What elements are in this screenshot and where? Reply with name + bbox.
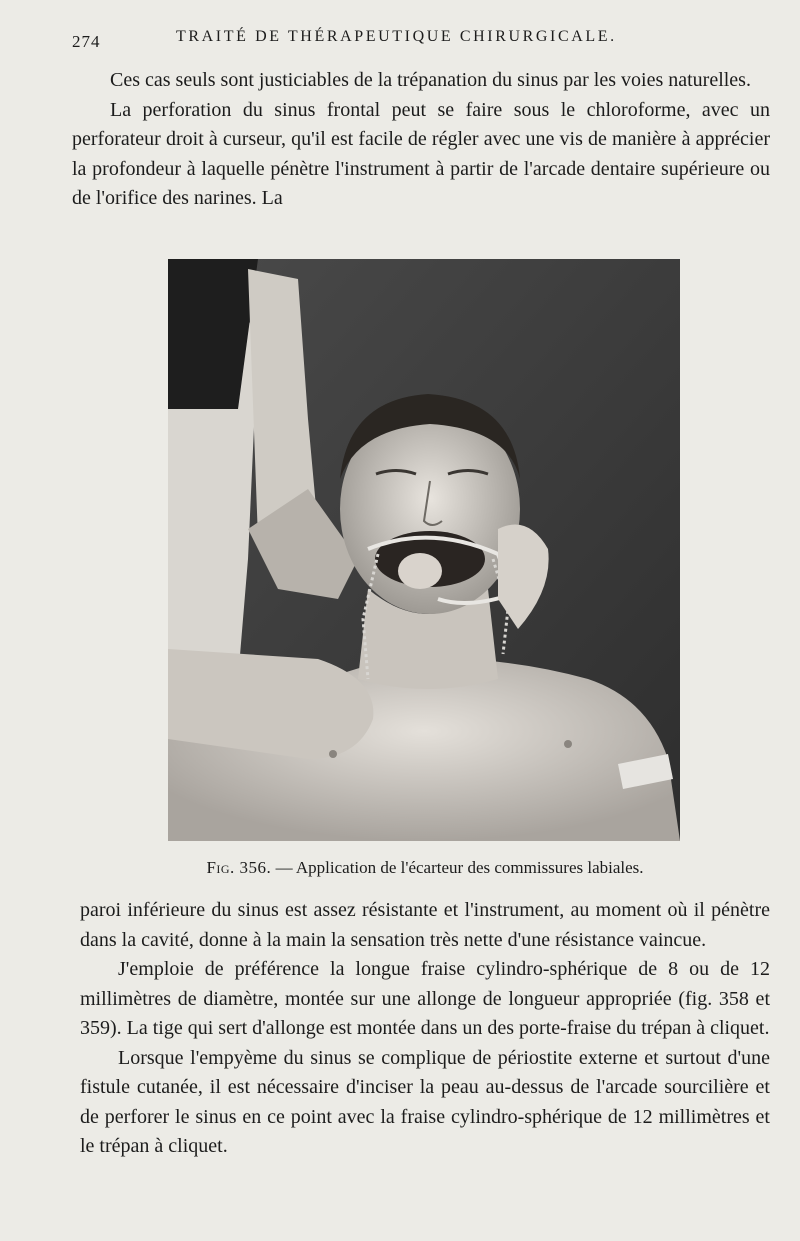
paragraph: paroi inférieure du sinus est assez résistante et l'instrument, au moment où il pénètre dans la cavité, donne à la main la sensation très nette d'une résistance vaincue. — [80, 899, 770, 951]
paragraph: La perforation du sinus frontal peut se faire sous le chloroforme, avec un perforateur droit à curseur, qu'il est facile de régler avec une vis de manière à apprécier la profondeur à laquelle pénètre l'instrument à partir de l'arcade dentaire supérieure ou de l'orifice des narines. La — [72, 98, 770, 209]
top-text-block — [72, 66, 770, 214]
running-title: TRAITÉ DE THÉRAPEUTIQUE CHIRURGICALE. — [176, 28, 617, 45]
paragraph: Lorsque l'empyème du sinus se complique de périostite externe et surtout d'une fistule cutanée, il est nécessaire d'inciser la peau au-dessus de l'arcade sourcilière et de perforer le sinus en ce point avec la fraise cylindro-sphérique de 12 millimètres et le trépan à cliquet. — [80, 1046, 770, 1157]
figure-label: Fig. 356. — [206, 858, 272, 877]
figure-caption — [80, 858, 770, 878]
running-head — [72, 26, 772, 50]
paragraph: Ces cas seuls sont justiciables de la trépanation du sinus par les voies naturelles. — [110, 69, 751, 91]
figure-photograph — [168, 259, 680, 841]
paragraph: J'emploie de préférence la longue fraise cylindro-sphérique de 8 ou de 12 millimètres de diamètre, montée sur une allonge de longueur appropriée (fig. 358 et 359). La tige qui sert d'allonge est montée dans un des porte-fraise du trépan à cliquet. — [80, 958, 770, 1039]
page-number: 274 — [72, 32, 101, 51]
figure-caption-text: — Application de l'écarteur des commissures labiales. — [275, 858, 644, 877]
bottom-text-block — [80, 896, 770, 1162]
photograph-illustration — [168, 259, 680, 841]
